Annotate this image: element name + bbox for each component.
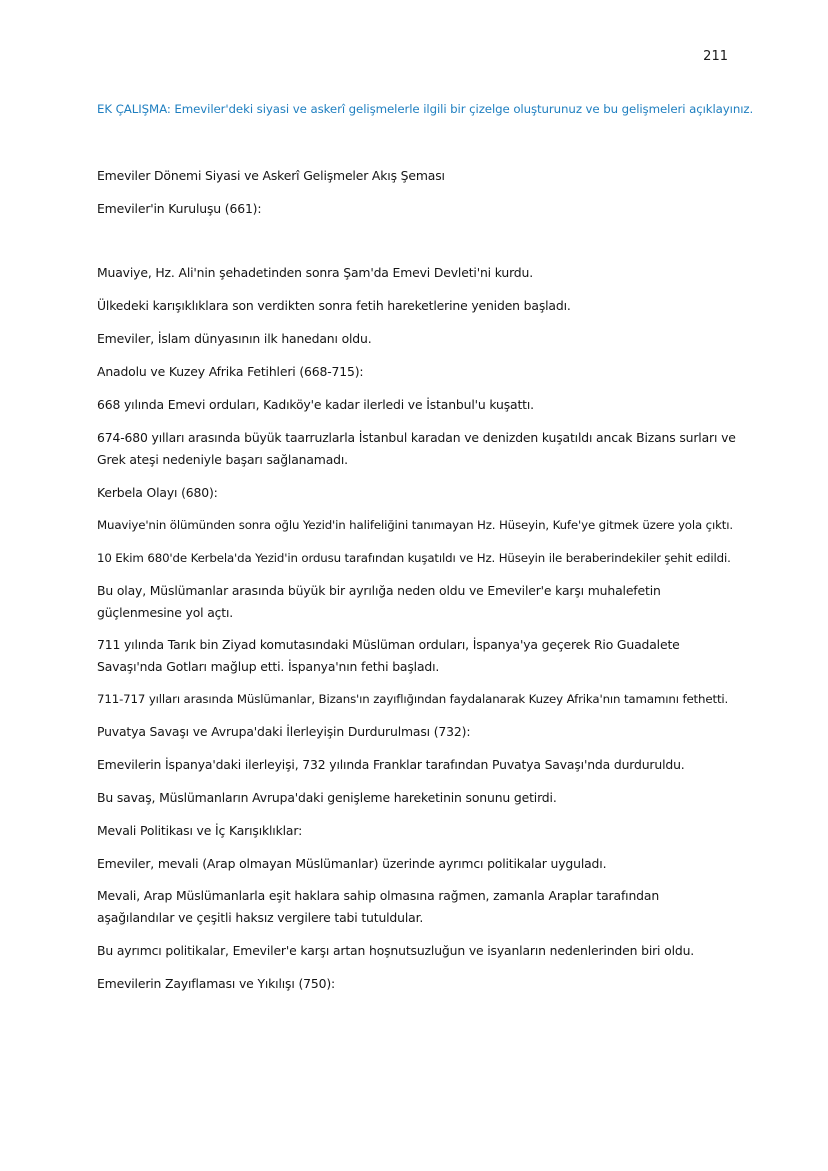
paragraph: Emeviler, mevali (Arap olmayan Müslümanlar) üzerinde ayrımcı politikalar uyguladı. — [97, 856, 607, 871]
section-heading: Kerbela Olayı (680): — [97, 485, 218, 500]
paragraph: 668 yılında Emevi orduları, Kadıköy'e kadar ilerledi ve İstanbul'u kuşattı. — [97, 397, 534, 412]
page-number: 211 — [703, 49, 728, 64]
section-heading: Puvatya Savaşı ve Avrupa'daki İlerleyişin Durdurulması (732): — [97, 724, 471, 739]
section-heading: Emevilerin Zayıflaması ve Yıkılışı (750): — [97, 976, 336, 991]
paragraph: Bu olay, Müslümanlar arasında büyük bir ayrılığa neden oldu ve Emeviler'e karşı muhalefetin güçlenmesine yol açtı. — [97, 583, 661, 620]
section-heading: Mevali Politikası ve İç Karışıklıklar: — [97, 823, 303, 838]
flowchart-title: Emeviler Dönemi Siyasi ve Askerî Gelişmeler Akış Şeması — [97, 168, 445, 183]
paragraph: 711 yılında Tarık bin Ziyad komutasındaki Müslüman orduları, İspanya'ya geçerek Rio Guadalete Savaşı'nda Gotları mağlup etti. İspanya'nın fethi başladı. — [97, 637, 680, 674]
task-heading: EK ÇALIŞMA: Emeviler'deki siyasi ve askerî gelişmelerle ilgili bir çizelge oluşturunuz ve bu gelişmeleri açıklayınız. — [97, 102, 754, 116]
paragraph: Mevali, Arap Müslümanlarla eşit haklara sahip olmasına rağmen, zamanla Araplar tarafından aşağılandılar ve çeşitli haksız vergilere tabi tutuldular. — [97, 888, 660, 925]
paragraph: Emeviler, İslam dünyasının ilk hanedanı oldu. — [97, 331, 372, 346]
paragraph: 10 Ekim 680'de Kerbela'da Yezid'in ordusu tarafından kuşatıldı ve Hz. Hüseyin ile beraberindekiler şehit edildi. — [97, 551, 731, 565]
paragraph: 674-680 yılları arasında büyük taarruzlarla İstanbul karadan ve denizden kuşatıldı ancak Bizans surları ve Grek ateşi nedeniyle başarı sağlanamadı. — [97, 430, 736, 467]
paragraph: Muaviye, Hz. Ali'nin şehadetinden sonra Şam'da Emevi Devleti'ni kurdu. — [97, 265, 534, 280]
section-heading: Anadolu ve Kuzey Afrika Fetihleri (668-715): — [97, 364, 364, 379]
paragraph: Bu ayrımcı politikalar, Emeviler'e karşı artan hoşnutsuzluğun ve isyanların nedenlerinden biri oldu. — [97, 943, 695, 958]
paragraph: Ülkedeki karışıklıklara son verdikten sonra fetih hareketlerine yeniden başladı. — [97, 298, 571, 313]
paragraph: Emevilerin İspanya'daki ilerleyişi, 732 yılında Franklar tarafından Puvatya Savaşı'nda durduruldu. — [97, 757, 685, 772]
section-heading: Emeviler'in Kuruluşu (661): — [97, 201, 262, 216]
paragraph: Muaviye'nin ölümünden sonra oğlu Yezid'in halifeliğini tanımayan Hz. Hüseyin, Kufe'ye gitmek üzere yola çıktı. — [97, 518, 734, 532]
paragraph: Bu savaş, Müslümanların Avrupa'daki genişleme hareketinin sonunu getirdi. — [97, 790, 557, 805]
paragraph: 711-717 yılları arasında Müslümanlar, Bizans'ın zayıflığından faydalanarak Kuzey Afrika'nın tamamını fethetti. — [97, 692, 729, 706]
